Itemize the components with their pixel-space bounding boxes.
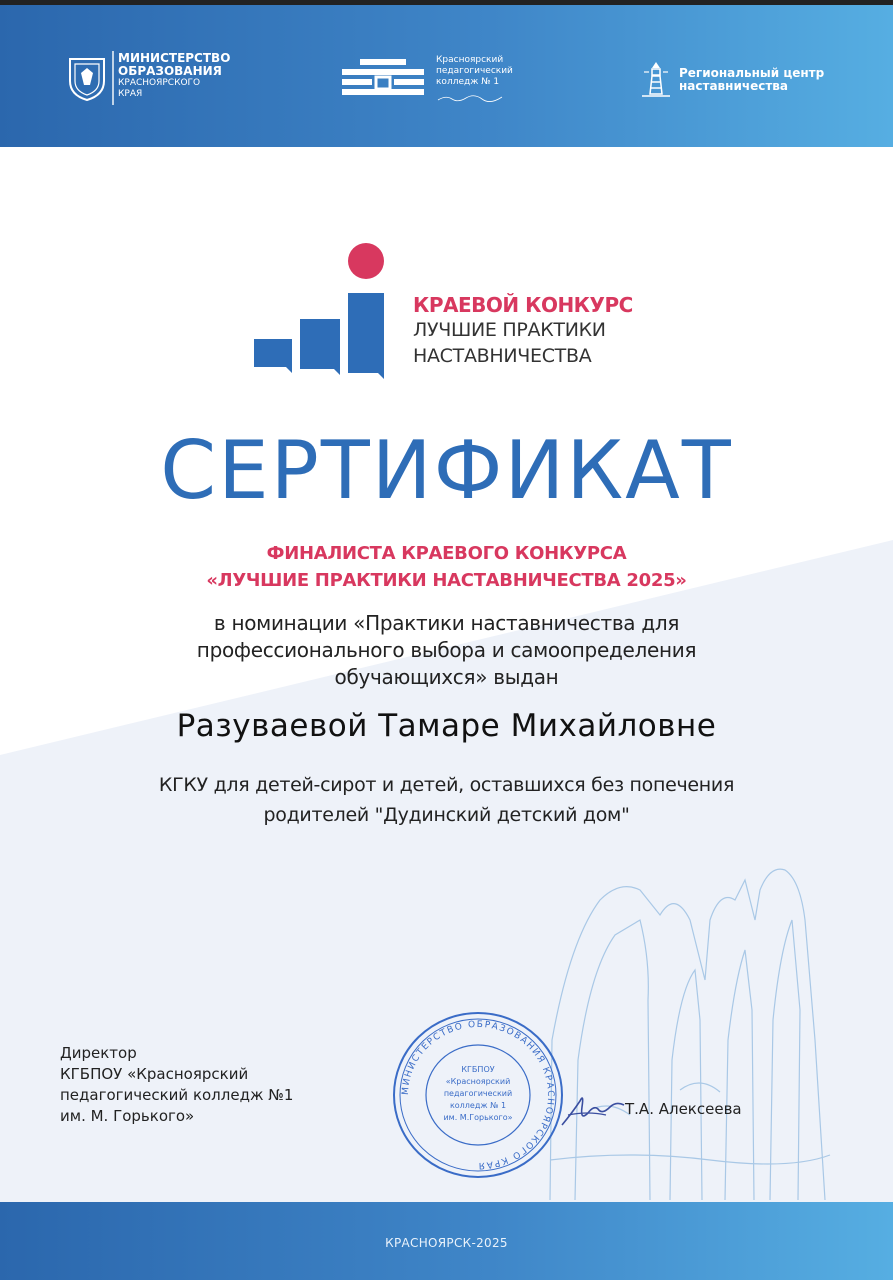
header-banner [0,5,893,147]
ministry-line-4: КРАЯ [118,89,143,99]
stamp-ring-text: МИНИСТЕРСТВО ОБРАЗОВАНИЯ КРАСНОЯРСКОГО КРАЯ [400,1019,556,1171]
director-line-1: Директор [60,1044,137,1062]
center-line-1: Региональный центр [679,66,825,80]
contest-heading [413,293,633,369]
stamp-inner-4: колледж № 1 [449,1101,507,1110]
contest-sub-2: НАСТАВНИЧЕСТВА [413,345,592,367]
handwritten-signature [558,1085,628,1135]
director-title [60,1043,293,1127]
center-line-2: наставничества [679,79,788,93]
contest-logo-icon [252,243,392,383]
nomination-line-1: в номинации «Практики наставничества для [213,611,680,635]
college-name [436,55,513,107]
official-stamp [390,1010,566,1180]
stamp-inner-2: «Красноярский [445,1077,511,1086]
nomination-line-2: профессионального выбора и самоопределения [196,638,697,662]
ministry-divider [112,51,114,105]
mountain-lineart [530,860,840,1200]
ministry-line-1: МИНИСТЕРСТВО [118,51,231,65]
director-line-2: КГБПОУ «Красноярский [60,1065,249,1083]
coat-of-arms-icon [68,55,106,101]
recipient-name: Разуваевой Тамаре Михайловне [176,708,717,744]
org-line-1: КГКУ для детей-сирот и детей, оставшихся без попечения [158,774,735,796]
certificate-title: СЕРТИФИКАТ [160,424,733,517]
ministry-line-2: ОБРАЗОВАНИЯ [118,64,222,78]
college-building-icon [342,57,424,99]
finalist-line-1: ФИНАЛИСТА КРАЕВОГО КОНКУРСА [266,543,627,564]
center-name [679,67,824,93]
director-line-4: им. М. Горького» [60,1107,195,1125]
finalist-line-2: «ЛУЧШИЕ ПРАКТИКИ НАСТАВНИЧЕСТВА 2025» [206,570,687,591]
stamp-inner-3: педагогический [443,1089,513,1098]
contest-title: КРАЕВОЙ КОНКУРС [413,293,633,317]
recipient-organization [0,770,893,830]
ministry-name [118,52,230,100]
ministry-line-3: КРАСНОЯРСКОГО [118,78,201,88]
nomination-line-3: обучающихся» выдан [334,665,559,689]
nomination-text [0,610,893,691]
org-line-2: родителей "Дудинский детский дом" [263,804,630,826]
lighthouse-icon [640,60,672,98]
director-line-3: педагогический колледж №1 [60,1086,294,1104]
contest-sub-1: ЛУЧШИЕ ПРАКТИКИ [413,319,606,341]
college-line-3: колледж № 1 [436,77,500,87]
footer-city-year: КРАСНОЯРСК-2025 [385,1236,508,1250]
stamp-inner-5: им. М.Горького» [443,1113,513,1122]
stamp-inner-1: КГБПОУ [461,1065,495,1074]
finalist-heading [0,540,893,594]
college-signature-mark [436,93,506,103]
college-line-1: Красноярский [436,55,504,65]
college-line-2: педагогический [436,66,513,76]
signer-name: Т.А. Алексеева [625,1100,742,1118]
